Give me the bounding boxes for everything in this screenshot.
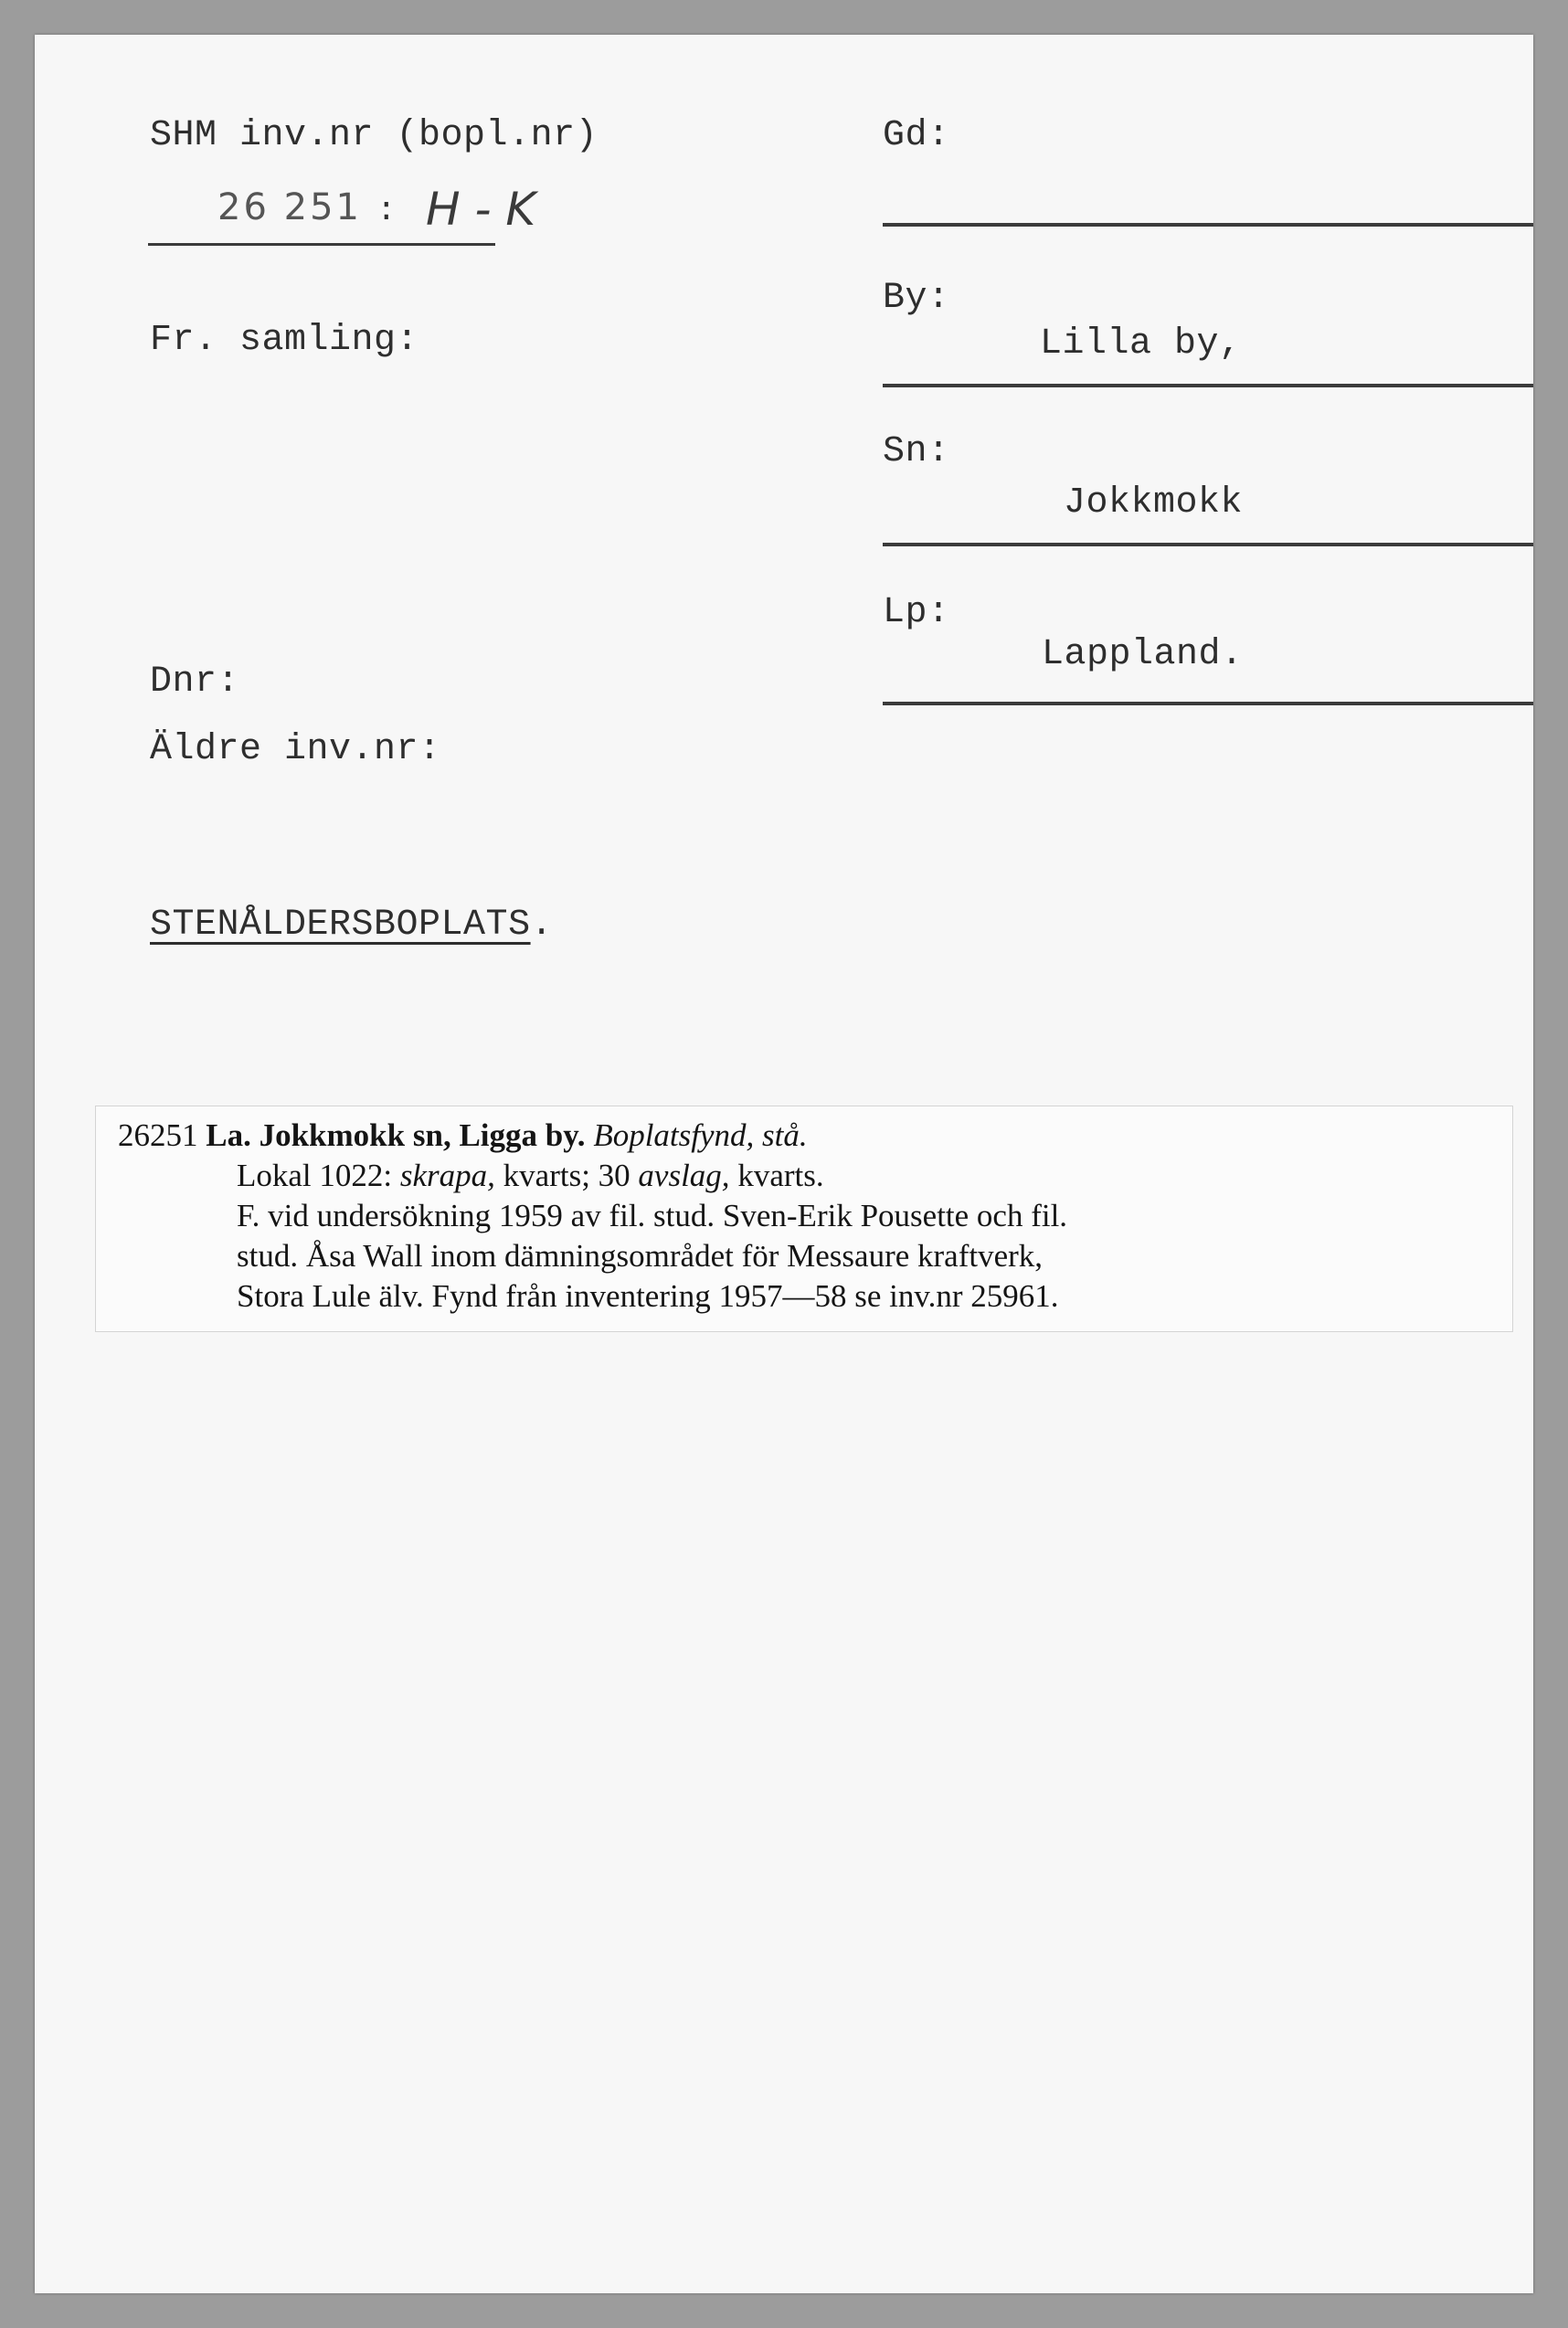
gd-label: Gd:: [883, 115, 950, 156]
inv-number-colon: :: [376, 192, 397, 229]
catalog-slip: [95, 1106, 1513, 1332]
site-heading-dot: .: [530, 905, 554, 946]
slip-material-count: kvarts; 30: [503, 1158, 630, 1193]
slip-lokal: Lokal 1022:: [237, 1158, 393, 1193]
by-label: By:: [883, 278, 950, 319]
dnr-label: Dnr:: [150, 661, 240, 703]
slip-material: kvarts.: [737, 1158, 824, 1193]
sn-label: Sn:: [883, 431, 950, 472]
lp-value: Lappland.: [1042, 634, 1244, 675]
catalog-card: [35, 35, 1533, 2293]
slip-line-1: [118, 1117, 808, 1154]
slip-line-2: [237, 1158, 824, 1194]
aldre-inv-nr-label: Äldre inv.nr:: [150, 729, 441, 770]
slip-item-skrapa: skrapa,: [399, 1158, 495, 1193]
site-heading: [150, 905, 553, 946]
slip-item-avslag: avslag,: [638, 1158, 730, 1193]
site-heading-text: STENÅLDERSBOPLATS: [150, 905, 531, 946]
slip-find-type: Boplatsfynd, stå.: [593, 1117, 808, 1153]
lp-label: Lp:: [883, 592, 950, 633]
slip-line-5: Stora Lule älv. Fynd från inventering 1957—58 se inv.nr 25961.: [237, 1278, 1059, 1314]
lp-rule: [883, 702, 1533, 705]
by-value: Lilla by,: [1040, 323, 1242, 365]
gd-rule: [883, 223, 1533, 227]
by-rule: [883, 384, 1533, 387]
slip-line-4: stud. Åsa Wall inom dämningsområdet för Messaure kraftverk,: [237, 1238, 1044, 1274]
inv-suffix-handwritten: H - K: [426, 183, 536, 236]
slip-location: La. Jokkmokk sn, Ligga by.: [206, 1117, 586, 1153]
inv-nr-label: SHM inv.nr (bopl.nr): [150, 115, 599, 156]
inv-number-handwritten: 26 251: [217, 186, 362, 228]
slip-number: 26251: [118, 1117, 198, 1153]
sn-rule: [883, 543, 1533, 546]
slip-line-3: F. vid undersökning 1959 av fil. stud. Sven-Erik Pousette och fil.: [237, 1198, 1068, 1233]
fr-samling-label: Fr. samling:: [150, 320, 419, 361]
inv-nr-rule: [148, 243, 495, 246]
sn-value: Jokkmokk: [1064, 482, 1244, 524]
